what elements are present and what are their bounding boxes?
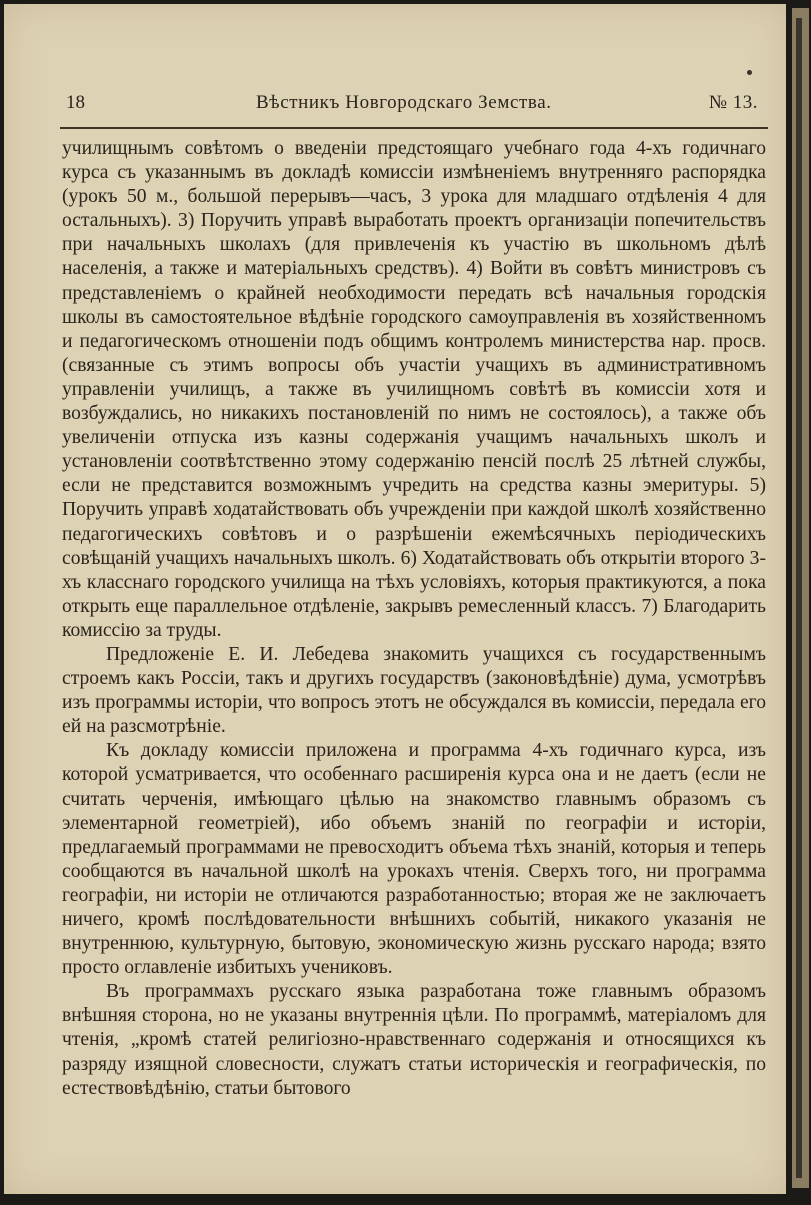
running-header [62, 90, 762, 120]
issue-number: № 13. [708, 92, 758, 113]
paragraph-continued: училищнымъ совѣтомъ о введеніи предстоящаго учебнаго года 4-хъ годичнаго курса съ указаннымъ въ докладѣ комиссіи измѣненіемъ внутренняго распорядка (урокъ 50 м., большой перерывъ—часъ, 3 урока для младшаго отдѣленія 4 для остальныхъ). 3) Поручить управѣ выработать проектъ организаціи попечительствъ при начальныхъ школахъ (для привлеченія къ участію въ школьномъ дѣлѣ населенія, а также и матеріальныхъ средствъ). 4) Войти въ совѣтъ министровъ съ представленіемъ о крайней необходимости передать всѣ начальныя городскія школы въ самостоятельное вѣдѣніе городского самоуправленія въ хозяйственномъ и педагогическомъ отношеніи подъ общимъ контролемъ министерства нар. просв. (связанные съ этимъ вопросы объ участіи учащихъ въ административномъ управленіи училищъ, а также въ училищномъ совѣтѣ въ комиссіи хотя и возбуждались, но никакихъ постановленій по нимъ не состоялось), а также объ увеличеніи отпуска изъ казны содержанія учащимъ начальныхъ школъ и установленіи соотвѣтственно этому содержанію пенсій послѣ 25 лѣтней службы, если не представится возможнымъ учредить на средства казны эмеритуры. 5) Поручить управѣ ходатайствовать объ учрежденіи при каждой школѣ хозяйственно педагогическихъ совѣтовъ и о разрѣшеніи ежемѣсячныхъ періодическихъ совѣщаній учащихъ начальныхъ школъ. 6) Ходатайствовать объ открытіи второго 3-хъ класснаго городского училища на тѣхъ условіяхъ, которыя практикуются, а пока открыть еще параллельное отдѣленіе, закрывъ ремесленный классъ. 7) Благодарить комиссію за труды. [62, 138, 766, 641]
header-rule [60, 127, 768, 129]
page-number: 18 [66, 92, 85, 113]
adjacent-page-edge [792, 8, 809, 1188]
paragraph-lebedev-proposal: Предложеніе Е. И. Лебедева знакомить учащихся съ государственнымъ строемъ какъ Россіи, такъ и другихъ государствъ (законовѣдѣніе) дума, усмотрѣвъ изъ программы исторіи, что вопросъ этотъ не обсуждался въ комиссіи, передала его ей на разсмотрѣніе. [62, 643, 766, 738]
journal-title: Вѣстникъ Новгородскаго Земства. [256, 92, 552, 113]
ink-speck [747, 70, 752, 75]
paragraph-russian-language: Въ программахъ русскаго языка разработана тоже главнымъ образомъ внѣшняя сторона, но не указаны внутреннія цѣли. По программѣ, матеріаломъ для чтенія, „кромѣ статей религіозно-нравственнаго содержанія и относящихся къ разряду изящной словесности, служатъ статьи историческія и географическія, по естествовѣдѣнію, статьи бытового [62, 981, 766, 1099]
paragraph-program-report: Къ докладу комиссіи приложена и программа 4-хъ годичнаго курса, изъ которой усматривается, что особеннаго расширенія курса она и не даетъ (если не считать черченія, имѣющаго цѣлью на знакомство главнымъ образомъ съ элементарной геометріей), ибо объемъ знаній по географіи и исторіи, предлагаемый программами не превосходитъ объема тѣхъ знаній, которыя и теперь сообщаются въ начальной школѣ на урокахъ чтенія. Сверхъ того, ни программа географіи, ни исторіи не отличаются разработанностью; вторая же не заключаетъ ничего, кромѣ послѣдовательности внѣшнихъ событій, никакого указанія не внутреннюю, культурную, бытовую, экономическую жизнь русскаго народа; взято просто оглавленіе избитыхъ учениковъ. [62, 740, 766, 979]
body-text [62, 137, 766, 1101]
